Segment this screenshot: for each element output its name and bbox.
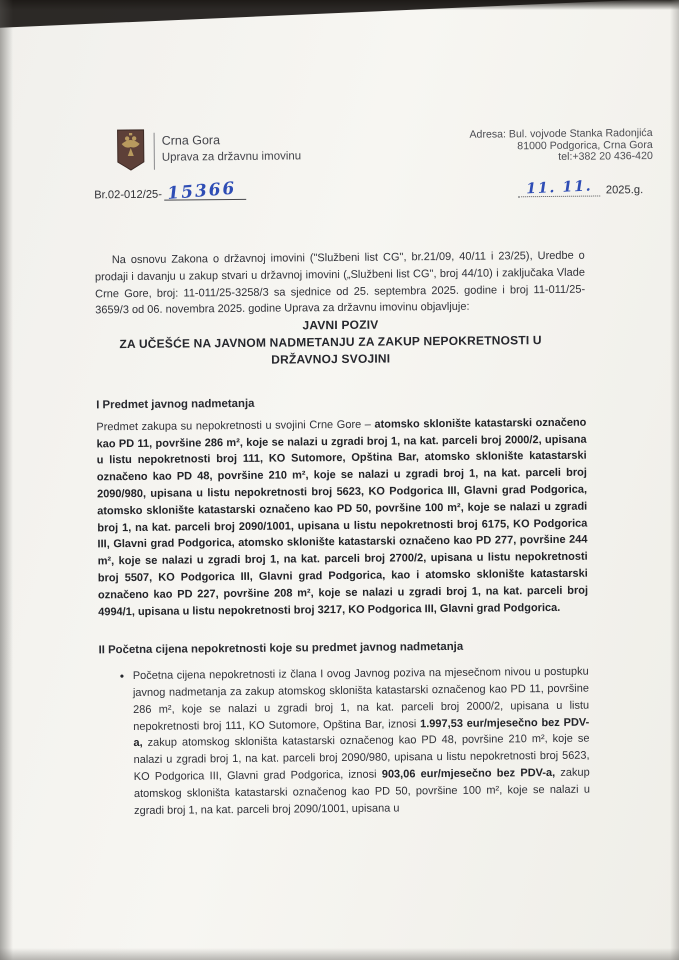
section-1-lead: Predmet zakupa su nepokretnosti u svojini Crne Gore – <box>96 418 375 434</box>
bullet-segment-3: 903,06 eur/mjesečno bez PDV-a, <box>381 766 556 781</box>
org-name: Crna Gora <box>161 133 221 148</box>
section-2-bullet-paragraph <box>133 664 590 820</box>
document-subtitle: ZA UČEŠĆE NA JAVNOM NADMETANJU ZA ZAKUP NEPOKRETNOSTI U DRŽAVNOJ SVOJINI <box>119 333 542 367</box>
reference-number-group <box>94 178 246 205</box>
coat-of-arms-logo <box>116 129 146 171</box>
bullet-segment-4: zakup atomskog skloništa katastarski označenog kao PD 50, površine 100 m², koje se nalazi u zgradi broj 1, na kat. parceli broj 2090/1001, upisana u <box>133 766 590 817</box>
handwritten-reference-number: 15366 <box>166 178 237 205</box>
intro-paragraph: Na osnovu Zakona o državnoj imovini ("Službeni list CG", br.21/09, 40/11 i 23/25), Uredbe o prodaji i davanju u zakup stvari u državnoj imovini („Službeni list CG", broj 44/10) i zaključaka Vlade Crne Gore, broj: 11-011/25-3258/3 sa sjednice od 25. septembra 2025. godine i broj 11-011/25-3659/3 od 06. novembra 2025. godine Uprava za državnu imovinu objavljuje: <box>94 249 586 317</box>
reference-number-line <box>164 178 246 205</box>
document-title: JAVNI POZIV <box>302 317 379 333</box>
date-year-printed: 2025.g. <box>605 184 644 197</box>
document-body <box>95 248 590 820</box>
scan-shadow-left <box>0 0 13 960</box>
letterhead-divider <box>154 133 155 170</box>
section-2-heading: II Početna cijena nepokretnosti koje su predmet javnog nadmetanja <box>98 641 464 657</box>
scan-shadow-right <box>670 0 679 960</box>
date-group <box>518 177 644 197</box>
bullet-segment-1: 1.997,53 eur/mjesečno bez PDV-a, <box>133 716 590 750</box>
section-1-paragraph <box>96 414 588 620</box>
reference-label: Br.02-012/25- <box>94 188 163 202</box>
scan-shadow-top <box>0 0 679 10</box>
section-1-heading: I Predmet javnog nadmetanja <box>96 397 255 412</box>
address-line-2: 81000 Podgorica, Crna Gora <box>517 138 653 152</box>
scan-shadow-bottom <box>0 948 679 960</box>
org-department: Uprava za državnu imovinu <box>161 150 302 164</box>
letterhead-org <box>162 132 302 165</box>
address-line-1: Adresa: Bul. vojvode Stanka Radonjića <box>469 126 653 141</box>
reference-row <box>94 175 644 205</box>
bullet-item <box>99 664 590 820</box>
section-1-bold-body: atomsko sklonište katastarski označeno kao PD 11, površine 286 m², koje se nalazi u zgradi broj 1, na kat. parceli broj 2000/2, upisana u listu nepokretnosti broj 111, KO Sutomore, Opština Bar, atomsko sklonište katastarski označeno kao PD 48, površine 210 m², koje se nalazi u zgradi broj 1, na kat. parceli broj 2090/980, upisana u listu nepokretnosti broj 5623, KO Podgorica III, Glavni grad Podgorica, atomsko sklonište katastarski označeno kao PD 50, površine 100 m², koje se nalazi u zgradi broj 1, na kat. parceli broj 2090/1001, upisana u listu nepokretnosti broj 6175, KO Podgorica III, Glavni grad Podgorica, atomsko sklonište katastarski označeno kao PD 277, površine 244 m², koje se nalazi u zgradi broj 1, na kat. parceli broj 2700/2, upisana u listu nepokretnosti broj 5507, KO Podgorica III, Glavni grad Podgorica, kao i atomsko sklonište katastarski označeno kao PD 227, površine 208 m², koje se nalazi u zgradi broj 1, na kat. parceli broj 4994/1, upisana u listu nepokretnosti broj 3217, KO Podgorica III, Glavni grad Podgorica. <box>96 416 589 618</box>
handwritten-date: 11. 11. <box>525 177 593 198</box>
address-line-3: tel:+382 20 436-420 <box>558 150 653 164</box>
date-line <box>518 177 600 197</box>
letterhead-address <box>469 128 652 165</box>
bullet-marker: • <box>119 669 125 684</box>
bullet-segment-0: Početna cijena nepokretnosti iz člana I ovog Javnog poziva na mjesečnom nivou u postupku javnog nadmetanja za zakup atomskog skloništa katastarski označenog kao PD 11, površine 286 m², koje se nalazi u zgradi broj 1, na kat. parceli broj 2000/2, upisana u listu nepokretnosti broj 111, KO Sutomore, Opština Bar, iznosi <box>132 665 590 733</box>
bullet-segment-2: zakup atomskog skloništa katastarski označenog kao PD 48, površine 210 m², koje se nalazi u zgradi broj 1, na kat. parceli broj 2090/980, upisana u listu nepokretnosti broj 5623, KO Podgorica III, Glavni grad Podgorica, iznosi <box>133 732 590 783</box>
